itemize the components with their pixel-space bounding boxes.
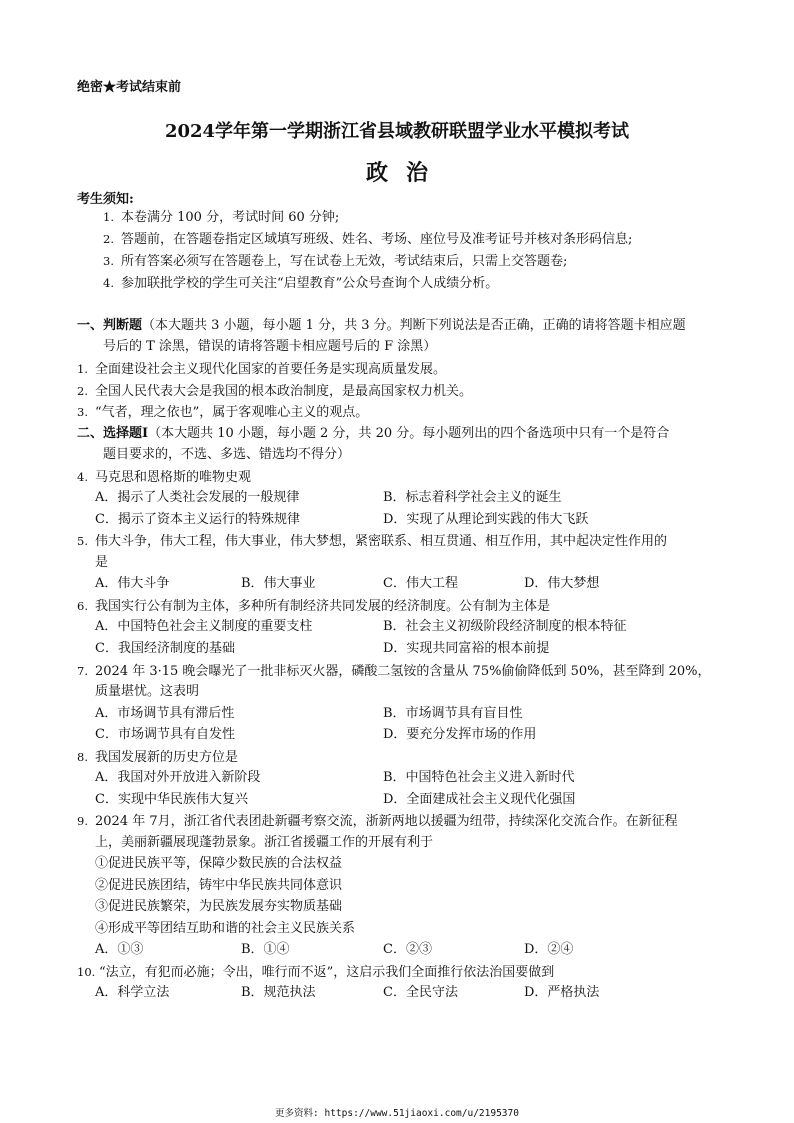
option-b: B．标志着科学社会主义的诞生 bbox=[383, 490, 562, 505]
option-d: D．伟大梦想 bbox=[524, 576, 600, 591]
question-stem-cont: 上，美丽新疆展现蓬勃景象。浙江省援疆工作的开展有利于 bbox=[95, 835, 434, 850]
question-stem: 9. 2024 年 7月，浙江省代表团赴新疆考察交流，浙新两地以援疆为纽带，持续深化交流合作。在新征程 bbox=[77, 814, 678, 829]
option-b: B．伟大事业 bbox=[241, 576, 316, 591]
option-d: D．严格执法 bbox=[524, 985, 600, 1000]
notice-item: 1. 本卷满分 100 分，考试时间 60 分钟; bbox=[103, 210, 340, 225]
question-stem: 10. “法立，有犯而必施；令出，唯行而不返”，这启示我们全面推行依法治国要做到 bbox=[77, 965, 555, 980]
option-c: C．全民守法 bbox=[383, 985, 458, 1000]
option-a: A．市场调节具有滞后性 bbox=[95, 706, 235, 721]
section2-intro-cont: 题目要求的，不选、多选、错选均不得分） bbox=[103, 447, 351, 462]
option-a: A．伟大斗争 bbox=[95, 576, 170, 591]
option-c: C．伟大工程 bbox=[383, 576, 458, 591]
option-c: C．揭示了资本主义运行的特殊规律 bbox=[95, 512, 300, 527]
option-b: B．中国特色社会主义进入新时代 bbox=[383, 770, 575, 785]
option-b: B．市场调节具有盲目性 bbox=[383, 706, 523, 721]
option-b: B．社会主义初级阶段经济制度的根本特征 bbox=[383, 619, 627, 634]
footer-link[interactable]: 更多资料: https://www.51jiaoxi.com/u/2195370 bbox=[275, 1108, 519, 1119]
option-a: A．科学立法 bbox=[95, 985, 170, 1000]
option-d: D．要充分发挥市场的作用 bbox=[383, 727, 537, 742]
option-b: B．规范执法 bbox=[241, 985, 316, 1000]
judge-item: 3. “气者，理之依也”，属于客观唯心主义的观点。 bbox=[77, 405, 369, 420]
section1-intro-cont: 号后的 T 涂黑，错误的请将答题卡相应题号后的 F 涂黑） bbox=[103, 339, 437, 354]
option-c: C．②③ bbox=[383, 942, 432, 957]
option-a: A．揭示了人类社会发展的一般规律 bbox=[95, 490, 300, 505]
judge-item: 2. 全国人民代表大会是我国的根本政治制度，是最高国家权力机关。 bbox=[77, 384, 473, 399]
statement-item: ②促进民族团结，铸牢中华民族共同体意识 bbox=[95, 878, 343, 893]
option-a: A．①③ bbox=[95, 942, 144, 957]
statement-item: ③促进民族繁荣，为民族发展夯实物质基础 bbox=[95, 899, 343, 914]
option-c: C．市场调节具有自发性 bbox=[95, 727, 235, 742]
subject-title: 政治 bbox=[365, 160, 446, 186]
option-b: B．①④ bbox=[241, 942, 290, 957]
question-stem: 4. 马克思和恩格斯的唯物史观 bbox=[77, 470, 252, 485]
exam-title: 2024学年第一学期浙江省县域教研联盟学业水平模拟考试 bbox=[164, 121, 630, 142]
question-stem: 8. 我国发展新的历史方位是 bbox=[77, 750, 239, 765]
statement-item: ①促进民族平等，保障少数民族的合法权益 bbox=[95, 856, 343, 871]
question-stem-cont: 是 bbox=[95, 555, 109, 570]
judge-item: 1. 全面建设社会主义现代化国家的首要任务是实现高质量发展。 bbox=[77, 362, 447, 377]
section1-header: 一、判断题（本大题共 3 小题，每小题 1 分，共 3 分。判断下列说法是否正确，正确的请将答题卡相应题 bbox=[77, 318, 686, 333]
option-d: D．实现共同富裕的根本前提 bbox=[383, 641, 550, 656]
option-d: D．实现了从理论到实践的伟大飞跃 bbox=[383, 512, 589, 527]
question-stem: 7. 2024 年 3·15 晚会曝光了一批非标灭火器，磷酸二氢铵的含量从 75%偷偷降低到 50%，甚至降到 20%， bbox=[77, 664, 711, 679]
question-stem: 6. 我国实行公有制为主体，多种所有制经济共同发展的经济制度。公有制为主体是 bbox=[77, 599, 551, 614]
secret-mark: 绝密★考试结束前 bbox=[77, 80, 182, 95]
option-c: C．我国经济制度的基础 bbox=[95, 641, 235, 656]
option-d: D．全面建成社会主义现代化强国 bbox=[383, 792, 576, 807]
notice-heading: 考生须知: bbox=[77, 192, 134, 207]
question-stem: 5. 伟大斗争，伟大工程，伟大事业，伟大梦想，紧密联系、相互贯通、相互作用，其中起决定性作用的 bbox=[77, 534, 668, 549]
option-a: A．中国特色社会主义制度的重要支柱 bbox=[95, 619, 313, 634]
option-d: D．②④ bbox=[524, 942, 574, 957]
notice-item: 2. 答题前，在答题卷指定区域填写班级、姓名、考场、座位号及准考证号并核对条形码信息; bbox=[103, 232, 633, 247]
question-stem-cont: 质量堪忧。这表明 bbox=[95, 684, 200, 699]
option-a: A．我国对外开放进入新阶段 bbox=[95, 770, 261, 785]
option-c: C．实现中华民族伟大复兴 bbox=[95, 792, 248, 807]
notice-item: 3. 所有答案必须写在答题卷上，写在试卷上无效，考试结束后，只需上交答题卷; bbox=[103, 254, 568, 269]
notice-item: 4. 参加联批学校的学生可关注“启望教育”公众号查询个人成绩分析。 bbox=[103, 276, 499, 291]
statement-item: ④形成平等团结互助和谐的社会主义民族关系 bbox=[95, 921, 356, 936]
section2-header: 二、选择题Ⅰ（本大题共 10 小题，每小题 2 分，共 20 分。每小题列出的四个备选项中只有一个是符合 bbox=[77, 426, 670, 441]
